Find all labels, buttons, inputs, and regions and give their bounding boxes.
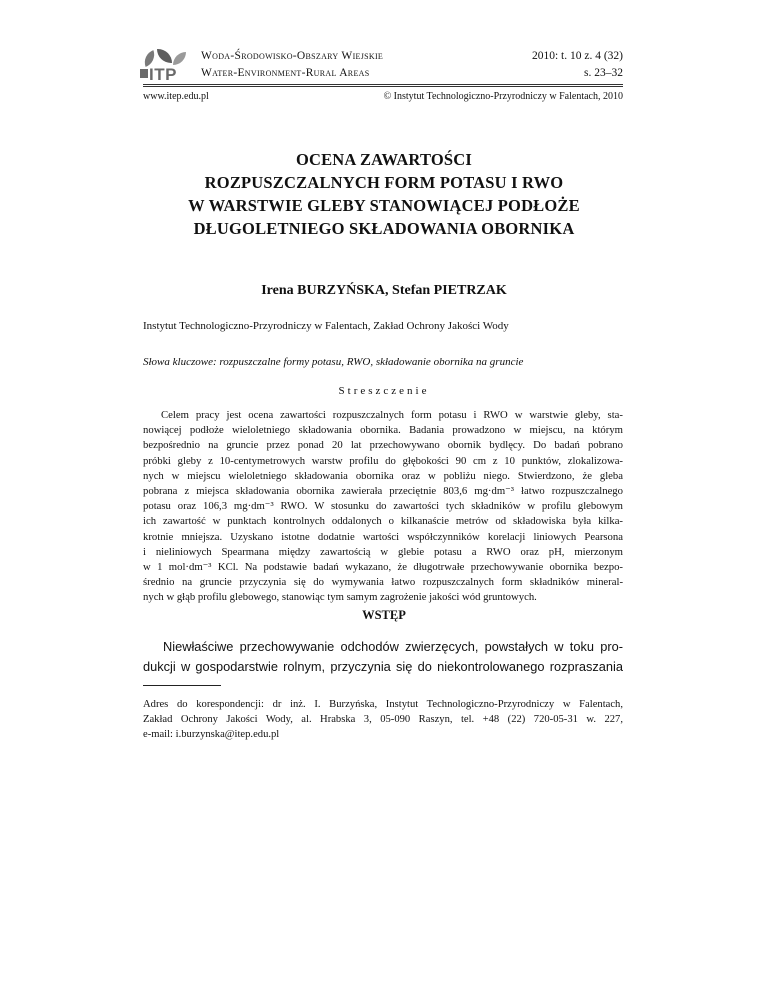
abstract-line: bezpośrednio na gruncie przez ponad 20 lat przechowywano obornik bydlęcy. Do badań pobrano (143, 439, 623, 452)
issue-info: 2010: t. 10 z. 4 (32) (531, 50, 623, 62)
title-line: OCENA ZAWARTOŚCI (295, 150, 473, 169)
body-text (143, 637, 623, 677)
page-range: s. 23–32 (584, 67, 623, 79)
footnote-line: e-mail: i.burzynska@itep.edu.pl (143, 729, 280, 741)
article-title (100, 148, 668, 240)
footnote-line: Adres do korespondencji: dr inż. I. Burzyńska, Instytut Technologiczno-Przyrodniczy w Falentach, (143, 699, 623, 710)
leaf-icon (157, 49, 172, 63)
footnote-line: Zakład Ochrony Jakości Wody, al. Hrabska 3, 05-090 Raszyn, tel. +48 (22) 720-05-31 w. 227, (143, 714, 623, 726)
authors: Irena BURZYŃSKA, Stefan PIETRZAK (261, 283, 507, 298)
journal-name-pl: Woda-Środowisko-Obszary Wiejskie (201, 50, 384, 62)
title-line: DŁUGOLETNIEGO SKŁADOWANIA OBORNIKA (193, 219, 575, 238)
body-line: dukcji w gospodarstwie rolnym, przyczynia się do niekontrolowanego rozpraszania (143, 659, 623, 674)
footnote (143, 697, 623, 743)
website-link[interactable]: www.itep.edu.pl (143, 91, 209, 102)
title-line: W WARSTWIE GLEBY STANOWIĄCEJ PODŁOŻE (188, 196, 580, 215)
abstract-heading: Streszczenie (338, 385, 430, 397)
footnote-rule (143, 685, 221, 686)
itp-logo (143, 52, 199, 82)
journal-name-en: Water-Environment-Rural Areas (201, 67, 370, 79)
abstract-line: nych w miejscu wieloletniego składowania obornika oraz w pobliżu niego. Stwierdzono, że gleba (143, 469, 623, 482)
abstract (143, 408, 623, 606)
header-rule (143, 84, 623, 85)
abstract-line: w 1 mol·dm⁻³ KCl. Na podstawie badań wykazano, że długotrwałe przechowywanie obornika bezpo- (143, 561, 623, 574)
copyright-notice: © Instytut Technologiczno-Przyrodniczy w Falentach, 2010 (383, 91, 623, 102)
abstract-line: Celem pracy jest ocena zawartości rozpuszczalnych form potasu i RWO w warstwie gleby, sta- (161, 409, 623, 421)
title-line: ROZPUSZCZALNYCH FORM POTASU I RWO (204, 173, 564, 192)
abstract-line: średnio na gruncie przyczynia się do wymywania łatwo rozpuszczalnych form składników mineral- (143, 576, 623, 589)
header-rule-thick (143, 86, 623, 87)
abstract-line: ich zawartość w punktach kontrolnych oddalonych o kilkanaście metrów od składowiska była kilka- (143, 515, 623, 528)
abstract-line: krotnie mniejsza. Uzyskano istotne dodatnie wartości współczynników korelacji liniowych Pearsona (143, 530, 623, 543)
abstract-line: i nieliniowych Spearmana między zawartością w glebie potasu a RWO oraz pH, mierzonym (143, 545, 623, 558)
abstract-line: potasu oraz 106,3 mg·dm⁻³ RWO. W stosunku do zawartości tych składników w profilu glebowym (143, 500, 623, 513)
abstract-line: nych w głąb profilu glebowego, stanowiąc tym samym zagrożenie jakości wód gruntowych. (143, 591, 537, 604)
abstract-line: nowiącej podłoże wieloletniego składowania obornika. Badania prowadzono w miejscu, na którym (143, 424, 623, 437)
abstract-line: próbki gleby z 10-centymetrowych warstw profilu do głębokości 90 cm z 10 punktów, zlokalizowa- (143, 454, 623, 467)
affiliation: Instytut Technologiczno-Przyrodniczy w Falentach, Zakład Ochrony Jakości Wody (143, 320, 509, 332)
abstract-line: pobrana z miejsca składowania obornika zawierała przeciętnie 803,6 mg·dm⁻³ łatwo rozpuszczalnego (143, 485, 623, 498)
section-heading: WSTĘP (362, 608, 406, 622)
keywords: Słowa kluczowe: rozpuszczalne formy potasu, RWO, składowanie obornika na gruncie (143, 356, 524, 368)
logo-text: ITP (149, 65, 177, 84)
body-line: Niewłaściwe przechowywanie odchodów zwierzęcych, powstałych w toku pro- (163, 639, 623, 654)
leaf-icon (173, 52, 186, 65)
